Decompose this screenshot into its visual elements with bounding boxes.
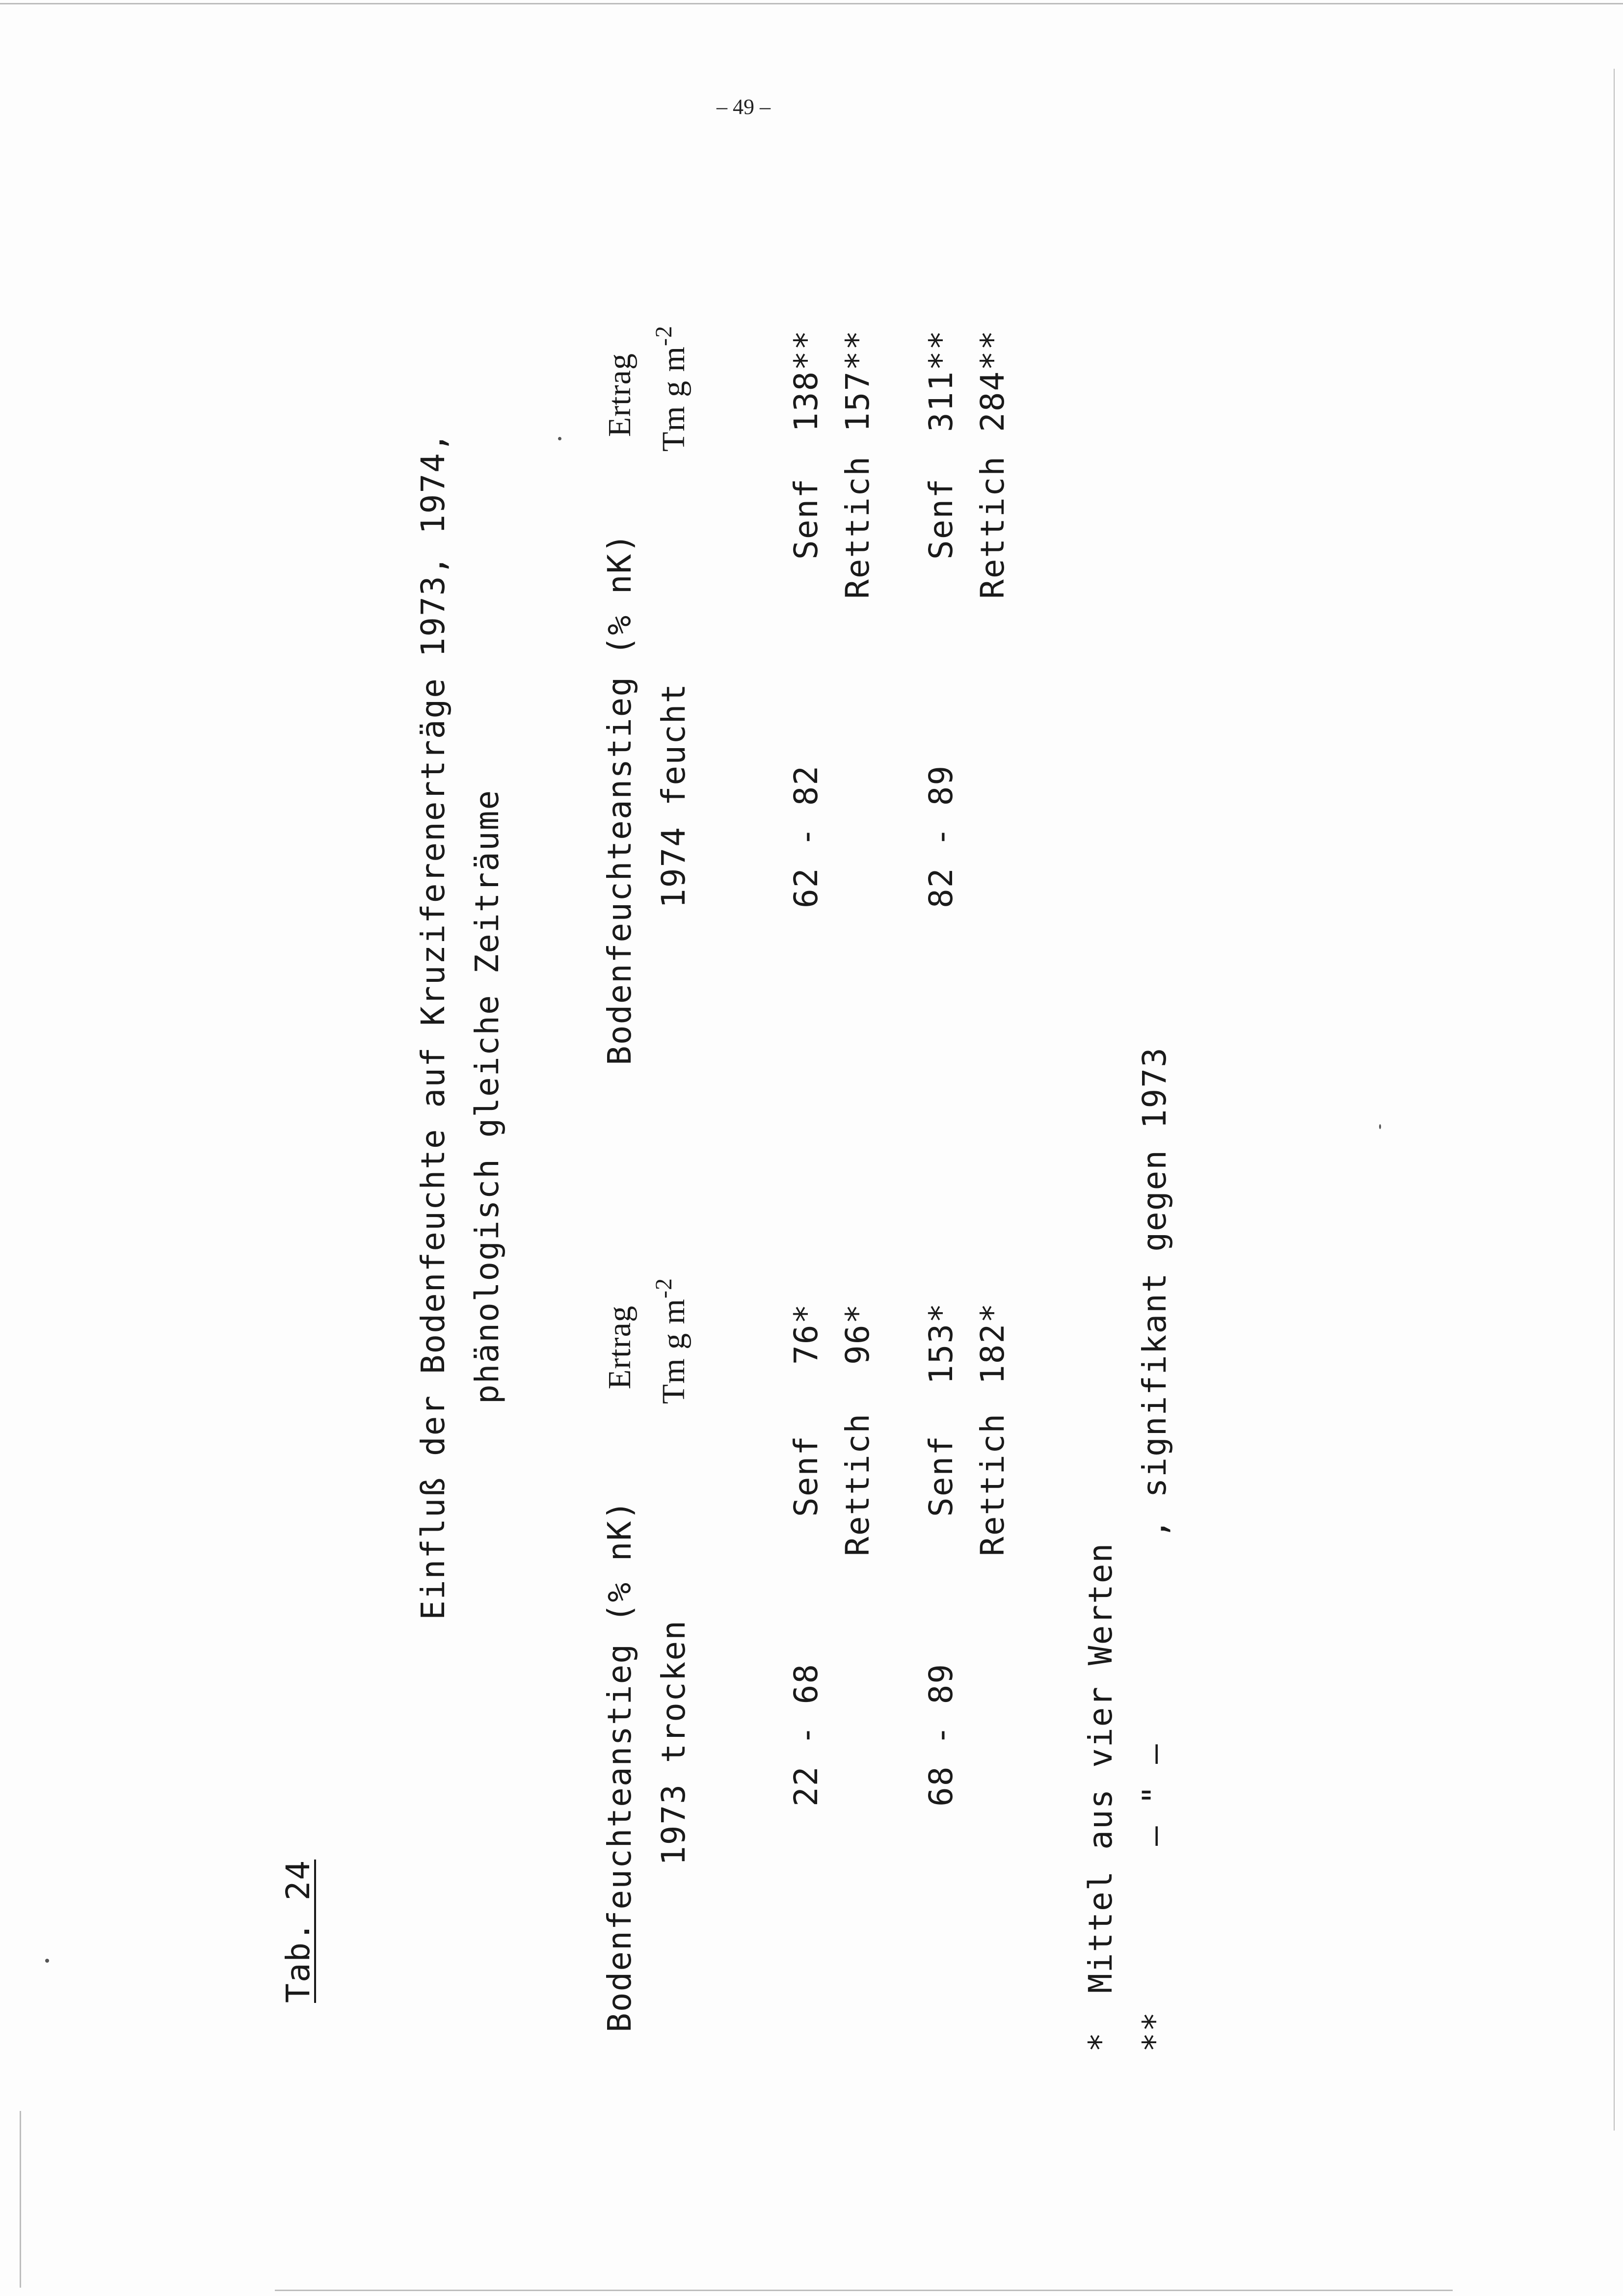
left-yield-header-line1: Ertrag <box>602 1305 638 1389</box>
left-range-2: 68 - 89 <box>922 1663 960 1807</box>
right-crop-2-2: Rettich <box>974 455 1011 599</box>
scan-edge-left <box>20 2111 21 2288</box>
right-yield-header-line1: Ertrag <box>602 353 638 437</box>
right-yield-header-exponent: -2 <box>651 325 677 346</box>
right-range-2: 82 - 89 <box>922 764 960 908</box>
footnote-text-2: – " – , signifikant gegen 1973 <box>1136 1047 1173 1846</box>
scan-speck <box>45 1959 49 1963</box>
right-header-line2: 1974 feucht <box>655 682 692 908</box>
footnote-text-1: Mittel aus vier Werten <box>1082 1542 1119 1993</box>
footnote-marker-2: ** <box>1136 2011 1173 2052</box>
scan-speck <box>1379 1124 1381 1129</box>
left-crop-1-1: Senf <box>787 1435 825 1517</box>
scan-edge-right <box>1614 69 1615 2131</box>
right-value-2-2: 284** <box>974 329 1011 432</box>
left-range-1: 22 - 68 <box>787 1663 825 1807</box>
page-number: – 49 – <box>717 95 771 119</box>
right-yield-header-line2: Tm g $m^{-2}$ <box>651 325 692 452</box>
table-title-line2: phänologisch gleiche Zeiträume <box>468 789 506 1404</box>
left-header-line2: 1973 trocken <box>655 1620 692 1865</box>
right-range-1: 62 - 82 <box>787 764 825 908</box>
table-title-line1: Einfluß der Bodenfeuchte auf Kruziferenerträge 1973, 1974, <box>414 432 452 1620</box>
right-value-1-2: 157** <box>839 329 877 432</box>
scan-edge-top <box>0 3 1623 4</box>
right-crop-1-1: Senf <box>787 478 825 560</box>
right-crop-1-2: Rettich <box>839 455 877 599</box>
left-crop-1-2: Rettich <box>839 1412 877 1556</box>
right-value-1-1: 138** <box>787 329 825 432</box>
footnote-marker-1: * <box>1082 2031 1119 2052</box>
rotated-table-block <box>216 206 1271 2121</box>
left-header-line1: Bodenfeuchteanstieg (% nK) <box>601 1499 639 2032</box>
right-value-2-1: 311** <box>922 329 960 432</box>
left-yield-header-exponent: -2 <box>651 1278 677 1298</box>
left-yield-header-line2: Tm g $m^{-2}$ <box>651 1278 692 1404</box>
right-crop-2-1: Senf <box>922 478 960 560</box>
left-value-2-2: 182* <box>974 1302 1011 1384</box>
right-header-line1: Bodenfeuchteanstieg (% nK) <box>601 532 639 1065</box>
table-label: Tab. 24 <box>279 1859 317 2003</box>
left-value-1-2: 96* <box>839 1303 877 1365</box>
left-value-2-1: 153* <box>922 1302 960 1384</box>
scan-edge-bottom <box>275 2290 1453 2291</box>
left-crop-2-1: Senf <box>922 1435 960 1517</box>
left-value-1-1: 76* <box>787 1303 825 1365</box>
left-crop-2-2: Rettich <box>974 1412 1011 1556</box>
